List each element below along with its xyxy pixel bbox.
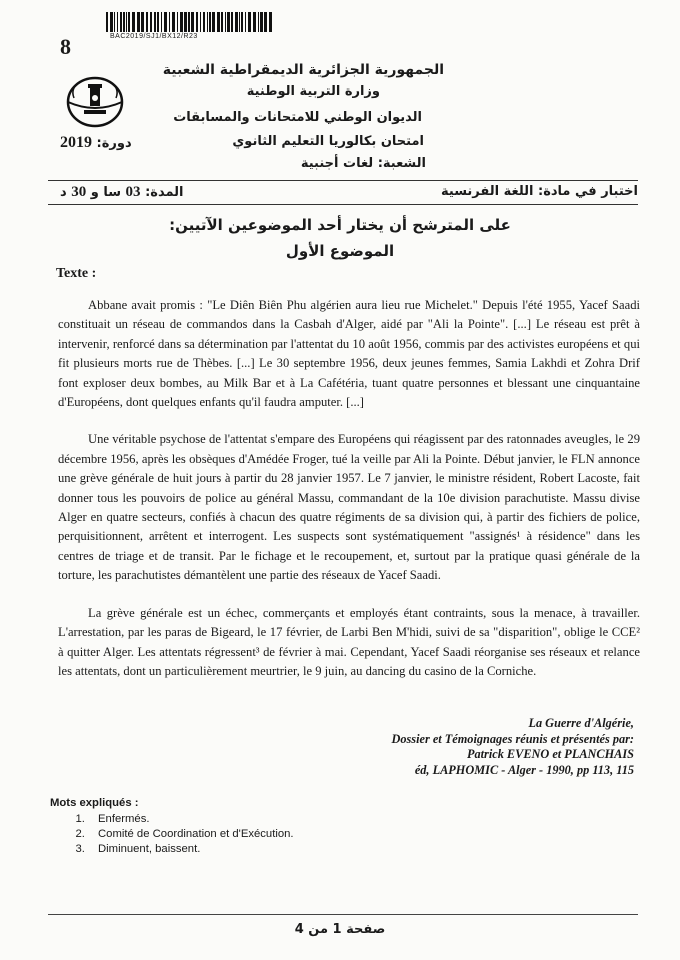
paragraph: La grève générale est un échec, commerçants et employés étant contraints, sous la menace, à travailler. L'arrestation, par les paras de Bigeard, le 17 février, de Larbi Ben M'hidi, suivi de sa "disparition", oblige le CCE² à quitter Alger. Les attentats régressent³ de février à mai. Cependant, Yacef Saadi réorganise ses réseaux et relance les attentats, dont un particulièrement meurtrier, le 9 juin, au dancing du casino de la Corniche. [58,605,640,678]
glossary-title: Mots expliqués : [50,797,139,809]
duration-minutes-unit: د [60,185,67,200]
divider [48,180,638,181]
exam-title: امتحان بكالوريا التعليم الثانوي [232,134,424,149]
page-number [0,922,680,937]
ministry-title: وزارة التربية الوطنية [246,84,380,99]
duration-hours-unit: سا و [90,185,122,200]
glossary [50,796,294,857]
republic-title: الجمهورية الجزائرية الديمقراطية الشعبية [162,62,444,78]
stream-mark: 8 [60,34,71,59]
divider [48,204,638,205]
barcode-code: BAC2019/SJ1/BX12/R23 [110,33,198,40]
topic-title: الموضوع الأول [285,242,395,260]
divider [48,914,638,915]
texte-label: Texte : [56,266,97,281]
page-current: 1 [332,922,342,937]
paragraph: Une véritable psychose de l'attentat s'empare des Européens qui réagissent par des ratonnades aveugles, le 29 décembre 1956, après les obsèques d'Amédée Froger, tué la veille par Ali la Pointe. Début janvier, le FLN annonce une grève générale de huit jours à partir du 28 janvier 1957. Le 7 janvier, le ministre résident, Robert Lacoste, fait donner tous les pouvoirs de police au général Massu, commandant de la 10e division parachutiste. Massu divise Alger en quatre secteurs, confiés à chacun des quatre régiments de sa division qui, à partir des fichiers de police, perquisitionnent, arrêtent et interrogent. Les suspects sont systématiquement "assignés¹ à résidence" dans les centres de triage et de transit. Par le fichage et le recoupement, et, surtout par la pratique quasi générale de la torture, les parachutistes démantèlent une partie des réseaux de Yacef Saadi. [58,432,640,583]
session-label: دورة: [96,136,132,151]
source-book-title: La Guerre d'Algérie, [528,716,634,730]
page-total: 4 [294,922,304,937]
page-of: من [308,922,329,937]
paragraph: Abbane avait promis : "Le Diên Biên Phu algérien aura lieu rue Michelet." Depuis l'été 1955, Yacef Saadi constituait un réseau de commandos dans la Casbah d'Alger, aidé par "Ali la Pointe". [...] Le réseau est prêt à intervenir, renforcé dans sa détermination par l'attentat du 10 août 1956, commis par des activistes européens et qui fit plusieurs morts rue de Thèbes. [...] Le 30 septembre 1956, deux jeunes femmes, Samia Lakhdi et Zohra Drif font exploser deux bombes, au Milk Bar et à La Cafétéria, tuant quatre personnes et blessant une cinquantaine d'Européens, dont quelques enfants qu'il faudra amputer. [...] [58,298,640,410]
source-subtitle: Dossier et Témoignages réunis et présentés par: [391,731,634,746]
glossary-item: 3. Diminuent, baissent. [88,842,294,857]
exam-office-title: الديوان الوطني للامتحانات والمسابقات [173,110,422,125]
duration-label: المدة: [145,185,184,200]
session [60,134,132,152]
source-authors: Patrick EVENO et PLANCHAIS [466,747,634,761]
instruction: على المترشح أن يختار أحد الموضوعين الآتيين: [169,216,511,234]
session-year: 2019 [60,134,92,151]
glossary-item: 1. Enfermés. [88,812,294,827]
page-label: صفحة [346,922,386,937]
source-citation [304,716,634,778]
duration-minutes: 30 [71,184,87,200]
barcode [106,12,274,34]
source-publisher: éd, LAPHOMIC - Alger - 1990, pp 113, 115 [414,762,634,777]
glossary-item: 2. Comité de Coordination et d'Exécution. [88,827,294,842]
duration-hours: 03 [125,184,141,200]
subject-label: اختبار في مادة: اللغة الفرنسية [441,184,638,199]
stream-label: الشعبة: لغات أجنبية [300,156,426,171]
exam-office-logo-icon [60,74,130,130]
duration [60,184,184,201]
passage [58,296,640,699]
